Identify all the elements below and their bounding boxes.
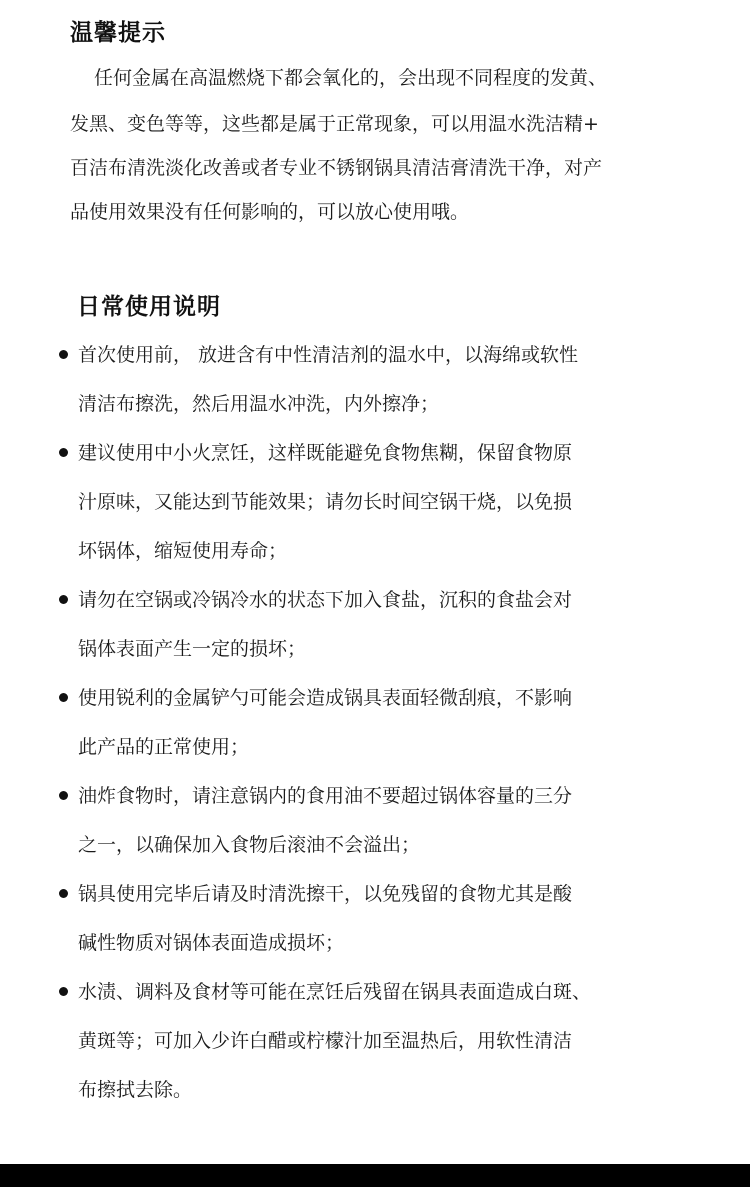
bullet-dot bbox=[59, 350, 68, 359]
tip-line: 任何金属在高温燃烧下都会氧化的，会出现不同程度的发黄、 bbox=[94, 67, 608, 89]
usage-line: 汁原味，又能达到节能效果；请勿长时间空锅干烧，以免损 bbox=[78, 491, 573, 513]
tip-title: 温馨提示 bbox=[70, 20, 166, 46]
usage-line: 建议使用中小火烹饪，这样既能避免食物焦糊，保留食物原 bbox=[78, 442, 573, 464]
usage-line: 黄斑等；可加入少许白醋或柠檬汁加至温热后，用软性清洁 bbox=[78, 1030, 573, 1052]
usage-title: 日常使用说明 bbox=[77, 294, 221, 320]
usage-line: 之一，以确保加入食物后滚油不会溢出； bbox=[78, 834, 421, 856]
usage-line: 请勿在空锅或冷锅冷水的状态下加入食盐，沉积的食盐会对 bbox=[78, 589, 573, 611]
tip-line: 品使用效果没有任何影响的，可以放心使用哦。 bbox=[70, 201, 470, 223]
usage-line: 坏锅体，缩短使用寿命； bbox=[78, 540, 288, 562]
usage-line: 锅具使用完毕后请及时清洗擦干，以免残留的食物尤其是酸 bbox=[78, 883, 573, 905]
bullet-dot bbox=[59, 987, 68, 996]
bullet-dot bbox=[59, 448, 68, 457]
usage-line: 使用锐利的金属铲勺可能会造成锅具表面轻微刮痕，不影响 bbox=[78, 687, 573, 709]
tip-line: 发黑、变色等等，这些都是属于正常现象，可以用温水洗洁精+ bbox=[70, 113, 599, 135]
tip-line: 百洁布清洗淡化改善或者专业不锈钢锅具清洁膏清洗干净，对产 bbox=[70, 157, 603, 179]
usage-line: 油炸食物时，请注意锅内的食用油不要超过锅体容量的三分 bbox=[78, 785, 573, 807]
usage-line: 首次使用前， 放进含有中性清洁剂的温水中，以海绵或软性 bbox=[78, 344, 579, 366]
usage-line: 清洁布擦洗，然后用温水冲洗，内外擦净； bbox=[78, 393, 440, 415]
bullet-dot bbox=[59, 693, 68, 702]
usage-line: 布擦拭去除。 bbox=[78, 1079, 193, 1101]
usage-line: 锅体表面产生一定的损坏； bbox=[78, 638, 307, 660]
usage-line: 碱性物质对锅体表面造成损坏； bbox=[78, 932, 345, 954]
usage-line: 水渍、调料及食材等可能在烹饪后残留在锅具表面造成白斑、 bbox=[78, 981, 592, 1003]
bottom-bar bbox=[0, 1164, 750, 1187]
bullet-dot bbox=[59, 791, 68, 800]
usage-line: 此产品的正常使用； bbox=[78, 736, 250, 758]
bullet-dot bbox=[59, 595, 68, 604]
bullet-dot bbox=[59, 889, 68, 898]
